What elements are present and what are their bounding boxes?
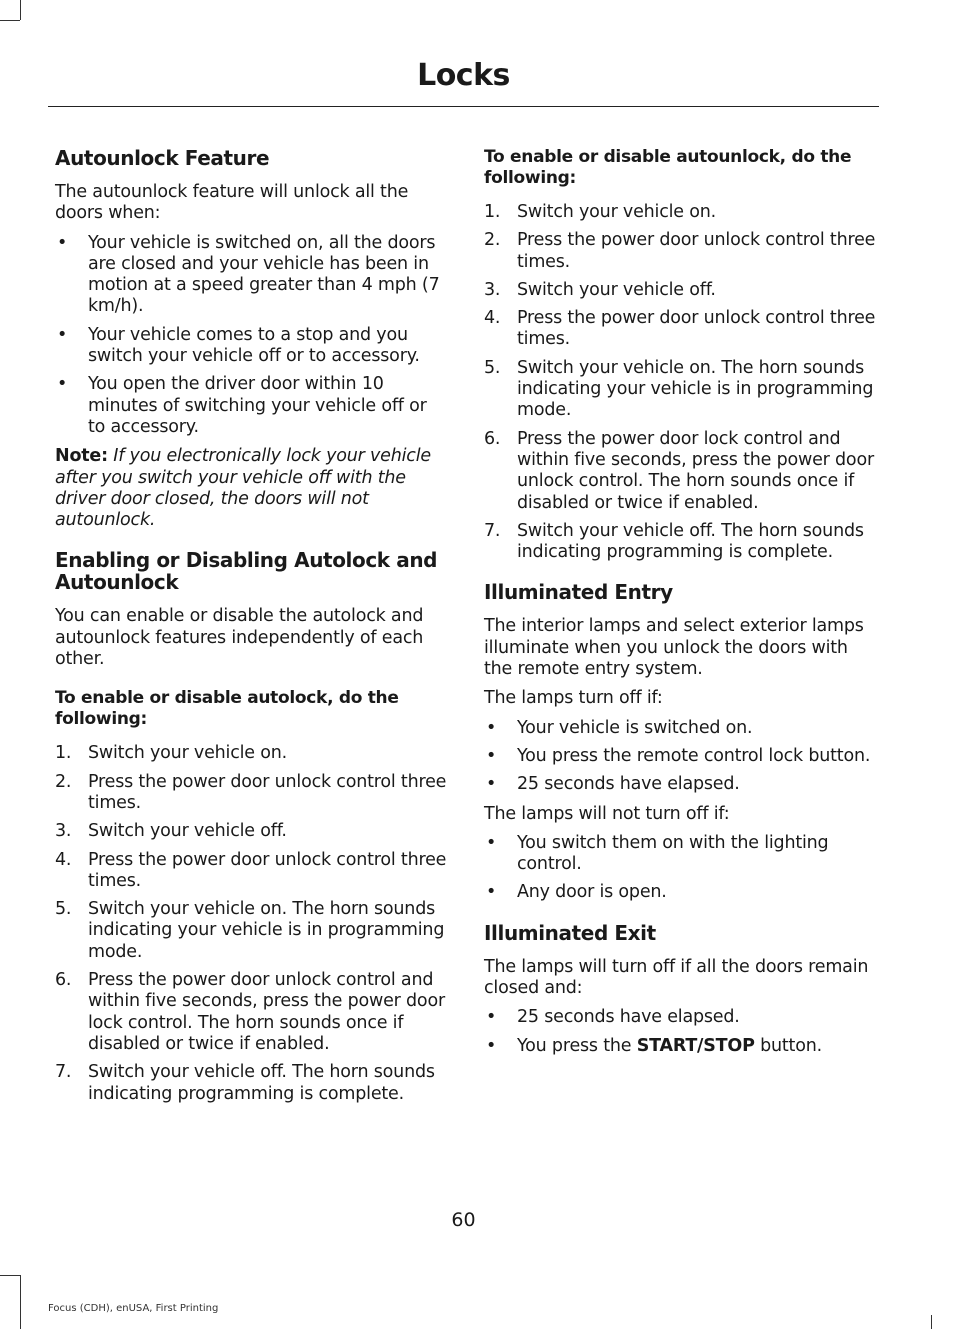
list-item-text: 25 seconds have elapsed. [517,774,740,795]
section-heading: Enabling or Disabling Autolock and Autounlock [55,548,438,595]
crop-mark [20,0,21,20]
list-item-text: Switch your vehicle off. The horn sounds indicating programming is complete. [517,520,864,563]
list-item-text: Switch your vehicle off. [88,821,287,842]
bullet-marker: • [486,1007,497,1028]
paragraph: The lamps will not turn off if: [484,803,730,824]
list-item [484,308,876,351]
crop-mark [0,1275,20,1276]
paragraph: The lamps will turn off if all the doors remain closed and: [484,956,869,999]
list-item-text: You open the driver door within 10 minutes of switching your vehicle off or to accessory. [88,374,427,437]
list-item [484,202,876,223]
bullet-marker: • [57,374,68,395]
step-number: 5. [484,357,501,378]
list-item-text: You switch them on with the lighting control. [517,832,829,875]
bullet-marker: • [486,717,497,738]
list-item [484,429,876,514]
subheading: To enable or disable autolock, do the following: [55,688,399,730]
bullet-list [484,718,876,796]
note-paragraph [55,446,447,531]
section-heading: Autounlock Feature [55,146,270,170]
page-title: Locks [417,58,510,93]
numbered-list [55,743,447,1104]
step-number: 7. [55,1062,72,1083]
button-name: START/STOP [636,1035,755,1056]
page-number: 60 [451,1209,476,1231]
note-label: Note: [55,446,108,467]
list-item-text: Press the power door unlock control three times. [88,849,447,891]
list-item-text: Press the power door unlock control three times. [517,308,876,350]
list-item [55,374,447,438]
crop-mark [0,20,20,21]
list-item-text: Switch your vehicle on. The horn sounds indicating your vehicle is in programming mode. [88,899,445,962]
step-number: 4. [55,849,72,870]
list-item-text: Switch your vehicle off. [517,279,716,300]
list-item-text: Press the power door unlock control three times. [88,771,447,813]
bullet-list [55,233,447,439]
paragraph: The lamps turn off if: [484,688,663,709]
list-item [55,821,447,842]
paragraph: You can enable or disable the autolock and autounlock features independently of each other. [55,606,424,670]
section-heading: Illuminated Entry [484,580,673,605]
bullet-marker: • [486,774,497,795]
list-item [55,899,447,963]
list-item-text: You press the remote control lock button. [517,745,871,766]
step-number: 5. [55,899,72,920]
list-item [55,325,447,368]
step-number: 1. [484,202,501,222]
footer-text: Focus (CDH), enUSA, First Printing [48,1303,219,1314]
section-heading: Illuminated Exit [484,920,656,945]
list-item [484,521,876,564]
paragraph: The autounlock feature will unlock all the doors when: [55,182,409,224]
list-item [484,746,876,767]
bullet-marker: • [486,882,497,903]
list-item-text: Switch your vehicle on. [517,202,716,222]
bullet-list [484,833,876,904]
list-item-text: Press the power door lock control and within five seconds, press the power door unlock control. The horn sounds once if disabled or twice if enabled. [517,428,874,513]
list-item-text-post: button. [754,1035,822,1056]
list-item [484,358,876,422]
list-item [484,774,876,795]
list-item-text: 25 seconds have elapsed. [517,1007,740,1028]
list-item [55,970,447,1055]
list-item [55,233,447,318]
title-divider [48,106,879,107]
numbered-list [484,202,876,563]
bullet-marker: • [57,324,68,345]
right-column [484,147,876,1065]
note-text: If you electronically lock your vehicle after you switch your vehicle off with the driver door closed, the doors will not autounlock. [55,446,431,531]
list-item [484,230,876,273]
bullet-marker: • [486,1035,497,1056]
list-item-text: Switch your vehicle on. [88,743,287,764]
step-number: 1. [55,743,72,764]
crop-mark [20,1275,21,1329]
list-item-text: Your vehicle is switched on. [517,717,753,738]
step-number: 6. [484,428,501,449]
list-item [55,850,447,893]
list-item [484,718,876,739]
bullet-list [484,1007,876,1057]
step-number: 7. [484,520,501,541]
list-item [484,882,876,903]
crop-mark [931,1315,932,1329]
bullet-marker: • [57,232,68,253]
step-number: 4. [484,308,501,329]
left-column [55,147,447,1113]
list-item [484,1036,876,1057]
step-number: 3. [484,279,501,300]
bullet-marker: • [486,832,497,853]
list-item-text: Press the power door unlock control three times. [517,230,876,272]
step-number: 3. [55,821,72,842]
list-item [484,280,876,301]
list-item [484,833,876,876]
step-number: 6. [55,970,72,991]
step-number: 2. [55,771,72,792]
list-item-text: Your vehicle comes to a stop and you switch your vehicle off or to accessory. [88,324,420,367]
list-item [55,743,447,764]
bullet-marker: • [486,745,497,766]
list-item-text: Switch your vehicle on. The horn sounds indicating your vehicle is in programming mode. [517,357,874,421]
step-number: 2. [484,230,501,251]
list-item-text: Any door is open. [517,882,667,903]
list-item-text: Switch your vehicle off. The horn sounds indicating programming is complete. [88,1062,435,1104]
list-item-text: Your vehicle is switched on, all the doors are closed and your vehicle has been in motion at a speed greater than 4 mph (7 km/h). [88,232,440,317]
list-item-text-pre: You press the [517,1035,637,1056]
list-item-text: Press the power door unlock control and within five seconds, press the power door lock control. The horn sounds once if disabled or twice if enabled. [88,970,445,1054]
subheading: To enable or disable autounlock, do the following: [484,147,852,188]
list-item [55,772,447,815]
list-item [55,1062,447,1105]
paragraph: The interior lamps and select exterior lamps illuminate when you unlock the doors with the remote entry system. [484,616,864,680]
list-item [484,1007,876,1028]
